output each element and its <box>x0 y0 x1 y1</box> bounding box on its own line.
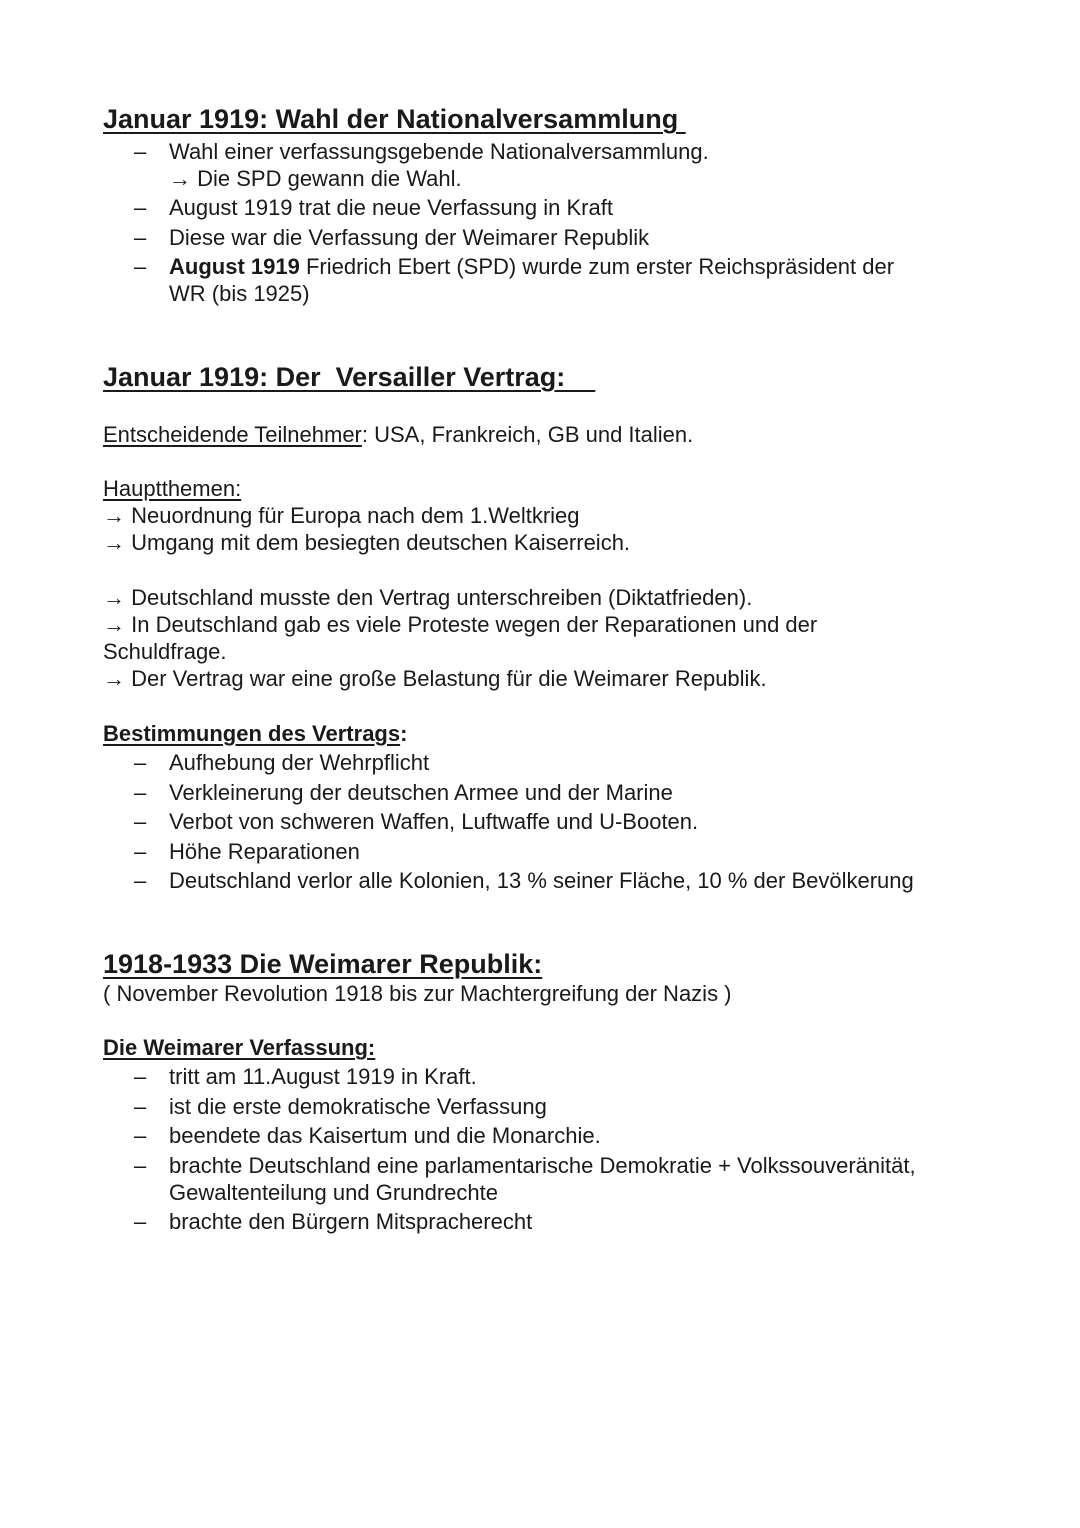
consequence-item: Schuldfrage. <box>103 639 227 664</box>
participants-line: Entscheidende Teilnehmer: USA, Frankreich, GB und Italien. <box>103 422 694 447</box>
nationalversammlung-list-cont <box>0 194 1000 310</box>
constitution-list <box>0 1063 1000 1238</box>
list-item: – Diese war die Verfassung der Weimarer Republik <box>0 224 1000 251</box>
theme-item: → Umgang mit dem besiegten deutschen Kaiserreich. <box>103 530 631 555</box>
list-item: – brachte Deutschland eine parlamentarische Demokratie + Volkssouveränität, Gewaltenteilung und Grundrechte <box>0 1152 1000 1206</box>
terms-label: Bestimmungen des Vertrags: <box>103 721 408 746</box>
list-item: – August 1919 trat die neue Verfassung in Kraft <box>0 194 1000 221</box>
list-item: – Wahl einer verfassungsgebende Nationalversammlung. <box>0 138 1000 165</box>
constitution-label: Die Weimarer Verfassung: <box>103 1035 376 1060</box>
list-item: – ist die erste demokratische Verfassung <box>0 1093 1000 1120</box>
list-item: – beendete das Kaisertum und die Monarchie. <box>0 1122 1000 1149</box>
section-heading-nationalversammlung: Januar 1919: Wahl der Nationalversammlung <box>103 104 686 134</box>
theme-item: → Neuordnung für Europa nach dem 1.Weltkrieg <box>103 503 580 528</box>
list-item: – Aufhebung der Wehrpflicht <box>0 749 1000 776</box>
list-item: – Verbot von schweren Waffen, Luftwaffe und U-Booten. <box>0 808 1000 835</box>
section-heading-versailles: Januar 1919: Der Versailler Vertrag: <box>103 362 596 392</box>
consequence-item: → Deutschland musste den Vertrag unterschreiben (Diktatfrieden). <box>103 585 753 610</box>
list-item: – Deutschland verlor alle Kolonien, 13 % seiner Fläche, 10 % der Bevölkerung <box>0 867 1000 894</box>
list-item: – tritt am 11.August 1919 in Kraft. <box>0 1063 1000 1090</box>
themes-label: Hauptthemen: <box>103 476 242 501</box>
consequence-item: → Der Vertrag war eine große Belastung für die Weimarer Republik. <box>103 666 767 691</box>
list-item: – Höhe Reparationen <box>0 838 1000 865</box>
list-item: – brachte den Bürgern Mitspracherecht <box>0 1208 1000 1235</box>
nationalversammlung-list <box>0 138 1000 168</box>
list-item: – Verkleinerung der deutschen Armee und der Marine <box>0 779 1000 806</box>
terms-list <box>0 749 1000 897</box>
section-heading-weimar: 1918-1933 Die Weimarer Republik: <box>103 949 543 979</box>
weimar-subtitle: ( November Revolution 1918 bis zur Machtergreifung der Nazis ) <box>103 981 732 1006</box>
list-item: – August 1919 Friedrich Ebert (SPD) wurde zum erster Reichspräsident der WR (bis 1925) <box>0 253 1000 307</box>
arrow-note: → Die SPD gewann die Wahl. <box>169 166 462 191</box>
consequence-item: → In Deutschland gab es viele Proteste wegen der Reparationen und der <box>103 612 818 637</box>
